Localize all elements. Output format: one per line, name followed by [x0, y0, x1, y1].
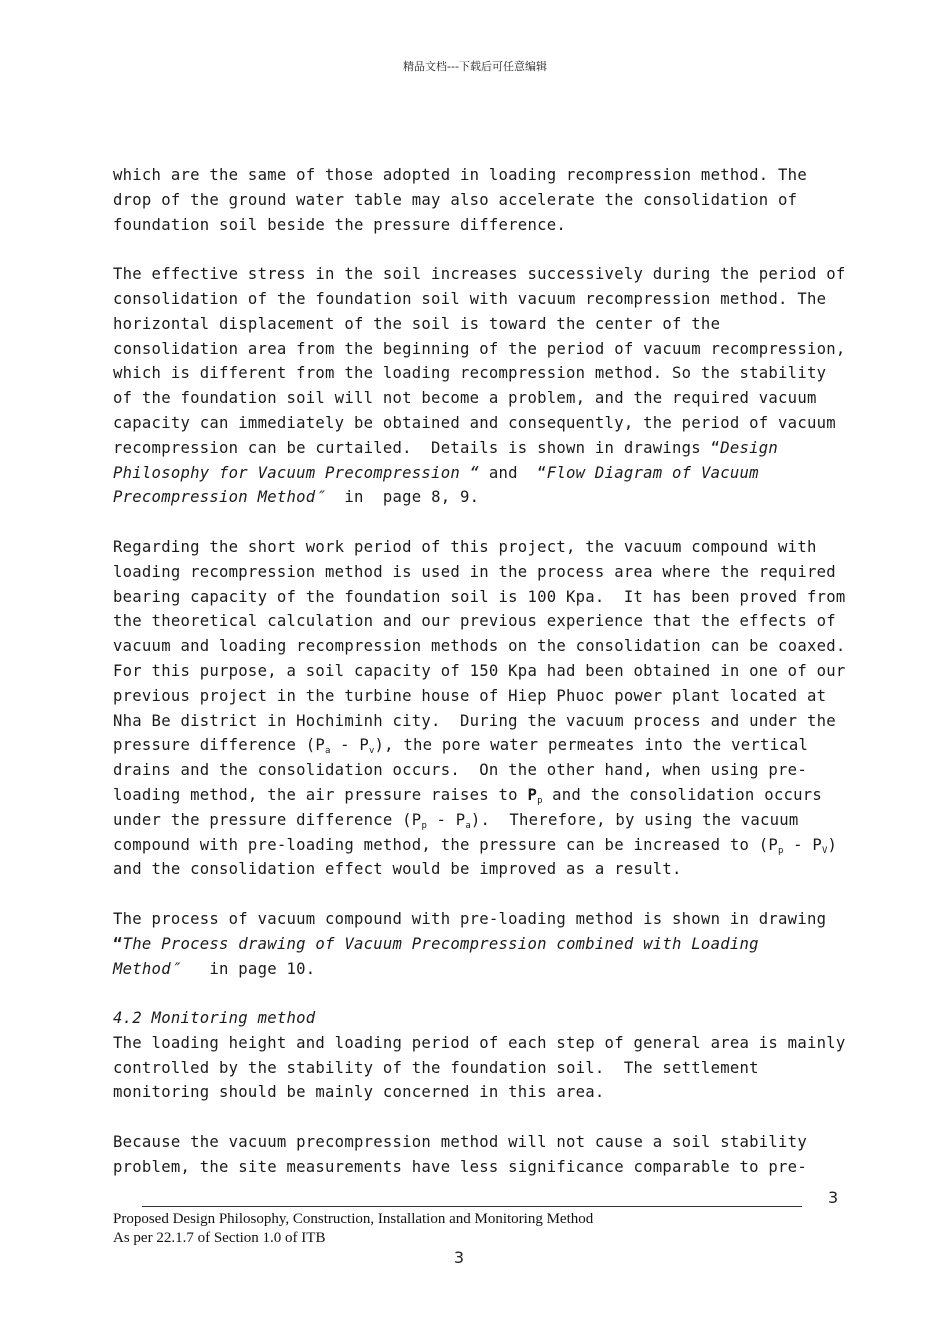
text-segment: under the pressure difference (P — [113, 810, 422, 829]
text-segment: - P — [783, 835, 823, 854]
drawing-reference-title: The Process drawing of Vacuum Precompression combined with Loading — [122, 934, 759, 953]
drawing-reference-title: Philosophy for Vacuum Precompression “ — [113, 463, 480, 482]
text-line: consolidation of the foundation soil with vacuum recompression method. The — [113, 289, 827, 308]
subscript: p — [537, 795, 543, 806]
text-line: capacity can immediately be obtained and consequently, the period of vacuum — [113, 413, 836, 432]
subscript: a — [465, 820, 471, 831]
text-line — [113, 783, 873, 808]
text-line: loading recompression method is used in the process area where the required — [113, 562, 836, 581]
text-line: problem, the site measurements have less significance comparable to pre- — [113, 1157, 807, 1176]
text-line: consolidation area from the beginning of the period of vacuum recompression, — [113, 339, 846, 358]
subscript: v — [369, 746, 375, 757]
text-line — [113, 957, 873, 982]
drawing-reference-title: Flow Diagram of Vacuum — [546, 463, 759, 482]
subscript: p — [778, 845, 784, 856]
text-segment: in page 8, 9. — [325, 488, 480, 507]
text-line — [113, 436, 873, 461]
text-segment: - P — [330, 736, 370, 755]
page-number: 3 — [453, 1248, 465, 1267]
text-line: The loading height and loading period of each step of general area is mainly — [113, 1033, 846, 1052]
text-segment: ). Therefore, by using the vacuum — [470, 810, 799, 829]
text-line: of the foundation soil will not become a problem, and the required vacuum — [113, 389, 817, 408]
text-line: monitoring should be mainly concerned in this area. — [113, 1083, 605, 1102]
drawing-reference-title: Design — [720, 438, 779, 457]
text-line: the theoretical calculation and our previous experience that the effects of — [113, 612, 836, 631]
text-line: controlled by the stability of the foundation soil. The settlement — [113, 1058, 759, 1077]
drawing-reference-title: Method″ — [113, 959, 181, 978]
subscript: p — [421, 820, 427, 831]
text-line: vacuum and loading recompression methods on the consolidation can be coaxed. — [113, 637, 846, 656]
paragraph-2 — [113, 262, 873, 510]
paragraph-3 — [113, 535, 873, 882]
text-line: The process of vacuum compound with pre-loading method is shown in drawing — [113, 909, 827, 928]
paragraph-6 — [113, 1130, 873, 1180]
text-line: For this purpose, a soil capacity of 150 Kpa had been obtained in one of our — [113, 661, 846, 680]
text-segment: recompression can be curtailed. Details is shown in drawings “ — [113, 438, 721, 457]
text-line — [113, 485, 873, 510]
text-line — [113, 733, 873, 758]
subscript: V — [822, 845, 828, 856]
paragraph-4 — [113, 907, 873, 981]
footer-line: Proposed Design Philosophy, Construction, Installation and Monitoring Method — [113, 1211, 594, 1227]
text-line — [113, 833, 873, 858]
text-segment: ), the pore water permeates into the vertical — [374, 736, 809, 755]
page-number: 3 — [828, 1188, 839, 1207]
text-segment: and “ — [479, 463, 547, 482]
text-segment: - P — [426, 810, 466, 829]
text-line — [113, 808, 873, 833]
text-line: Because the vacuum precompression method will not cause a soil stability — [113, 1133, 807, 1152]
text-segment: in page 10. — [180, 959, 316, 978]
text-line: drains and the consolidation occurs. On the other hand, when using pre- — [113, 761, 807, 780]
section-heading: 4.2 Monitoring method — [113, 1009, 316, 1028]
text-line: bearing capacity of the foundation soil is 100 Kpa. It has been proved from — [113, 587, 846, 606]
text-segment: compound with pre-loading method, the pressure can be increased to (P — [113, 835, 779, 854]
footer-line: As per 22.1.7 of Section 1.0 of ITB — [113, 1230, 326, 1246]
paragraph-1 — [113, 163, 873, 237]
text-segment: loading method, the air pressure raises to — [113, 785, 528, 804]
text-line: and the consolidation effect would be improved as a result. — [113, 860, 682, 879]
drawing-reference-title: Precompression Method″ — [113, 488, 326, 507]
text-segment: “ — [113, 934, 123, 953]
text-line: The effective stress in the soil increases successively during the period of — [113, 265, 846, 284]
text-line: Regarding the short work period of this project, the vacuum compound with — [113, 537, 817, 556]
text-segment: ) — [827, 835, 838, 854]
text-line: drop of the ground water table may also accelerate the consolidation of — [113, 190, 798, 209]
document-body — [113, 163, 873, 1180]
pressure-symbol: P — [527, 785, 538, 804]
page-footer — [113, 1210, 593, 1248]
text-line — [113, 932, 873, 957]
text-line: foundation soil beside the pressure difference. — [113, 215, 566, 234]
text-line: horizontal displacement of the soil is toward the center of the — [113, 314, 721, 333]
text-segment: and the consolidation occurs — [542, 785, 823, 804]
text-line — [113, 461, 873, 486]
paragraph-5 — [113, 1031, 873, 1105]
page-header-watermark: 精品文档---下载后可任意编辑 — [403, 60, 547, 73]
text-line: which is different from the loading recompression method. So the stability — [113, 364, 827, 383]
subscript: a — [325, 746, 331, 757]
text-line: Nha Be district in Hochiminh city. During the vacuum process and under the — [113, 711, 836, 730]
text-segment: pressure difference (P — [113, 736, 326, 755]
text-line: which are the same of those adopted in loading recompression method. The — [113, 166, 807, 184]
footer-divider — [142, 1206, 802, 1207]
text-line: previous project in the turbine house of Hiep Phuoc power plant located at — [113, 686, 827, 705]
